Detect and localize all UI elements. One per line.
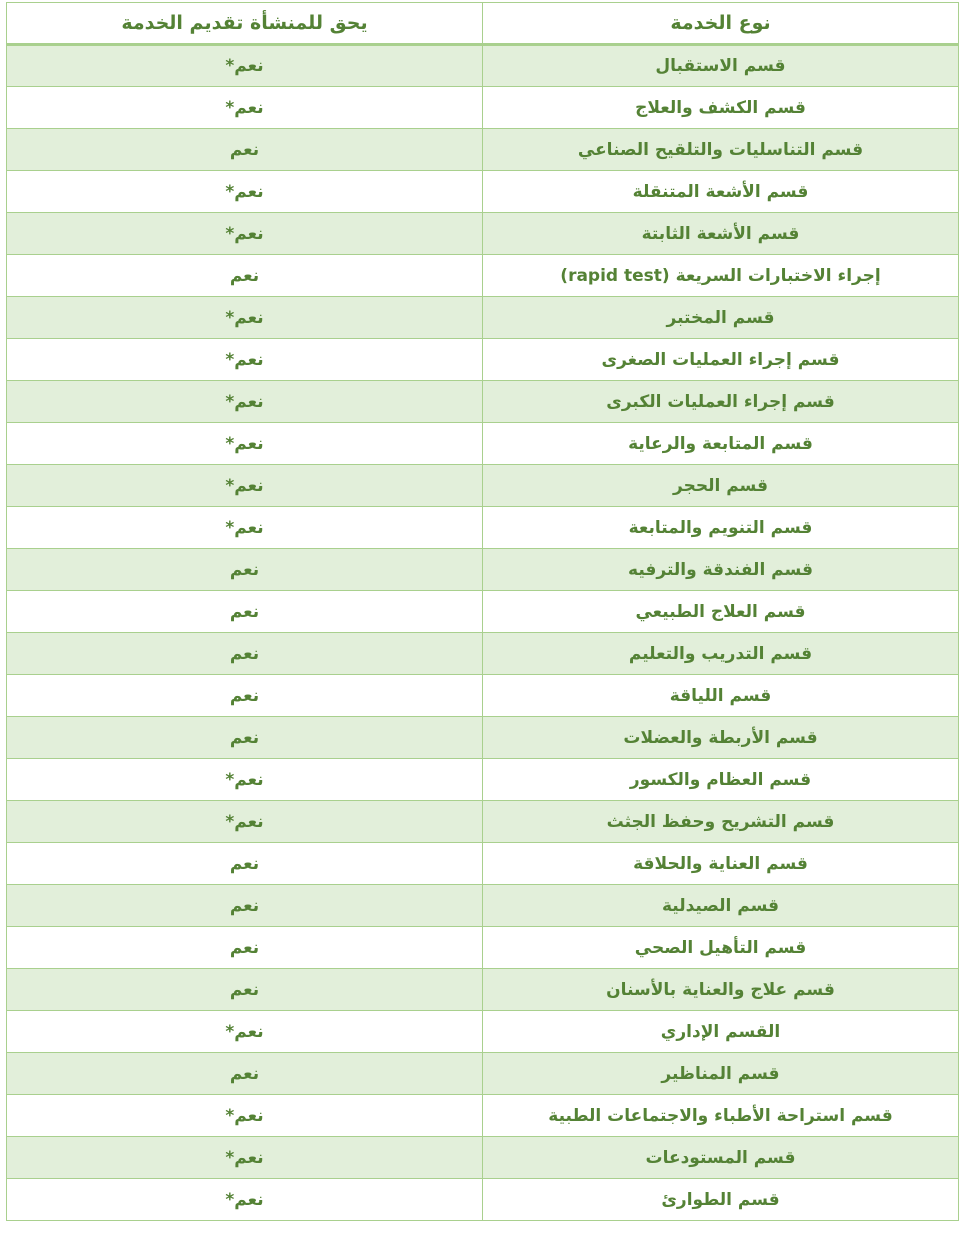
- allowed-cell: نعم: [7, 675, 483, 717]
- allowed-cell: نعم*: [7, 759, 483, 801]
- allowed-cell: نعم*: [7, 297, 483, 339]
- allowed-cell: نعم: [7, 255, 483, 297]
- service-type-cell: قسم التدريب والتعليم: [483, 633, 959, 675]
- table-row: [7, 969, 959, 1011]
- allowed-cell: نعم: [7, 927, 483, 969]
- table-row: [7, 717, 959, 759]
- services-table-container: [6, 2, 958, 1221]
- table-row: [7, 129, 959, 171]
- service-type-cell: قسم الكشف والعلاج: [483, 87, 959, 129]
- table-row: [7, 759, 959, 801]
- service-type-cell: قسم التنويم والمتابعة: [483, 507, 959, 549]
- allowed-cell: نعم*: [7, 1137, 483, 1179]
- service-type-cell: قسم التناسليات والتلقيح الصناعي: [483, 129, 959, 171]
- service-type-cell: قسم علاج والعناية بالأسنان: [483, 969, 959, 1011]
- table-row: [7, 507, 959, 549]
- service-type-cell: القسم الإداري: [483, 1011, 959, 1053]
- allowed-cell: نعم*: [7, 507, 483, 549]
- table-row: [7, 87, 959, 129]
- table-row: [7, 843, 959, 885]
- table-row: [7, 465, 959, 507]
- service-type-cell: قسم المختبر: [483, 297, 959, 339]
- table-row: [7, 549, 959, 591]
- service-type-cell: قسم الاستقبال: [483, 45, 959, 87]
- table-row: [7, 297, 959, 339]
- table-row: [7, 591, 959, 633]
- table-row: [7, 885, 959, 927]
- table-row: [7, 1095, 959, 1137]
- table-row: [7, 675, 959, 717]
- table-row: [7, 927, 959, 969]
- table-row: [7, 255, 959, 297]
- allowed-cell: نعم*: [7, 339, 483, 381]
- service-type-cell: قسم العناية والحلاقة: [483, 843, 959, 885]
- service-type-cell: قسم العظام والكسور: [483, 759, 959, 801]
- allowed-cell: نعم: [7, 885, 483, 927]
- table-row: [7, 213, 959, 255]
- services-table: [6, 2, 959, 1221]
- table-header: [7, 3, 959, 45]
- header-service-type: نوع الخدمة: [483, 3, 959, 45]
- allowed-cell: نعم: [7, 1053, 483, 1095]
- allowed-cell: نعم: [7, 549, 483, 591]
- header-allowed: يحق للمنشأة تقديم الخدمة: [7, 3, 483, 45]
- allowed-cell: نعم: [7, 969, 483, 1011]
- table-row: [7, 1179, 959, 1221]
- allowed-cell: نعم: [7, 717, 483, 759]
- service-type-cell: قسم الأشعة الثابتة: [483, 213, 959, 255]
- table-row: [7, 381, 959, 423]
- allowed-cell: نعم*: [7, 465, 483, 507]
- allowed-cell: نعم: [7, 843, 483, 885]
- allowed-cell: نعم*: [7, 801, 483, 843]
- allowed-cell: نعم: [7, 591, 483, 633]
- table-row: [7, 1053, 959, 1095]
- service-type-cell: قسم الطوارئ: [483, 1179, 959, 1221]
- table-row: [7, 45, 959, 87]
- service-type-cell: قسم العلاج الطبيعي: [483, 591, 959, 633]
- allowed-cell: نعم*: [7, 423, 483, 465]
- allowed-cell: نعم*: [7, 1011, 483, 1053]
- service-type-cell: قسم استراحة الأطباء والاجتماعات الطبية: [483, 1095, 959, 1137]
- allowed-cell: نعم*: [7, 87, 483, 129]
- table-row: [7, 1137, 959, 1179]
- table-row: [7, 171, 959, 213]
- allowed-cell: نعم*: [7, 1179, 483, 1221]
- service-type-cell: قسم المتابعة والرعاية: [483, 423, 959, 465]
- table-row: [7, 423, 959, 465]
- service-type-cell: قسم التشريح وحفظ الجثث: [483, 801, 959, 843]
- service-type-cell: قسم المستودعات: [483, 1137, 959, 1179]
- service-type-cell: قسم المناظير: [483, 1053, 959, 1095]
- allowed-cell: نعم*: [7, 45, 483, 87]
- service-type-cell: قسم إجراء العمليات الكبرى: [483, 381, 959, 423]
- allowed-cell: نعم: [7, 129, 483, 171]
- table-row: [7, 801, 959, 843]
- table-row: [7, 339, 959, 381]
- allowed-cell: نعم*: [7, 1095, 483, 1137]
- table-row: [7, 633, 959, 675]
- service-type-cell: قسم اللياقة: [483, 675, 959, 717]
- service-type-cell: قسم الصيدلية: [483, 885, 959, 927]
- table-body: [7, 45, 959, 1221]
- allowed-cell: نعم*: [7, 213, 483, 255]
- service-type-cell: قسم الحجر: [483, 465, 959, 507]
- service-type-cell: إجراء الاختبارات السريعة (rapid test): [483, 255, 959, 297]
- header-row: [7, 3, 959, 45]
- service-type-cell: قسم الفندقة والترفيه: [483, 549, 959, 591]
- service-type-cell: قسم الأشعة المتنقلة: [483, 171, 959, 213]
- service-type-cell: قسم التأهيل الصحي: [483, 927, 959, 969]
- table-row: [7, 1011, 959, 1053]
- service-type-cell: قسم إجراء العمليات الصغرى: [483, 339, 959, 381]
- allowed-cell: نعم*: [7, 381, 483, 423]
- allowed-cell: نعم*: [7, 171, 483, 213]
- allowed-cell: نعم: [7, 633, 483, 675]
- service-type-cell: قسم الأربطة والعضلات: [483, 717, 959, 759]
